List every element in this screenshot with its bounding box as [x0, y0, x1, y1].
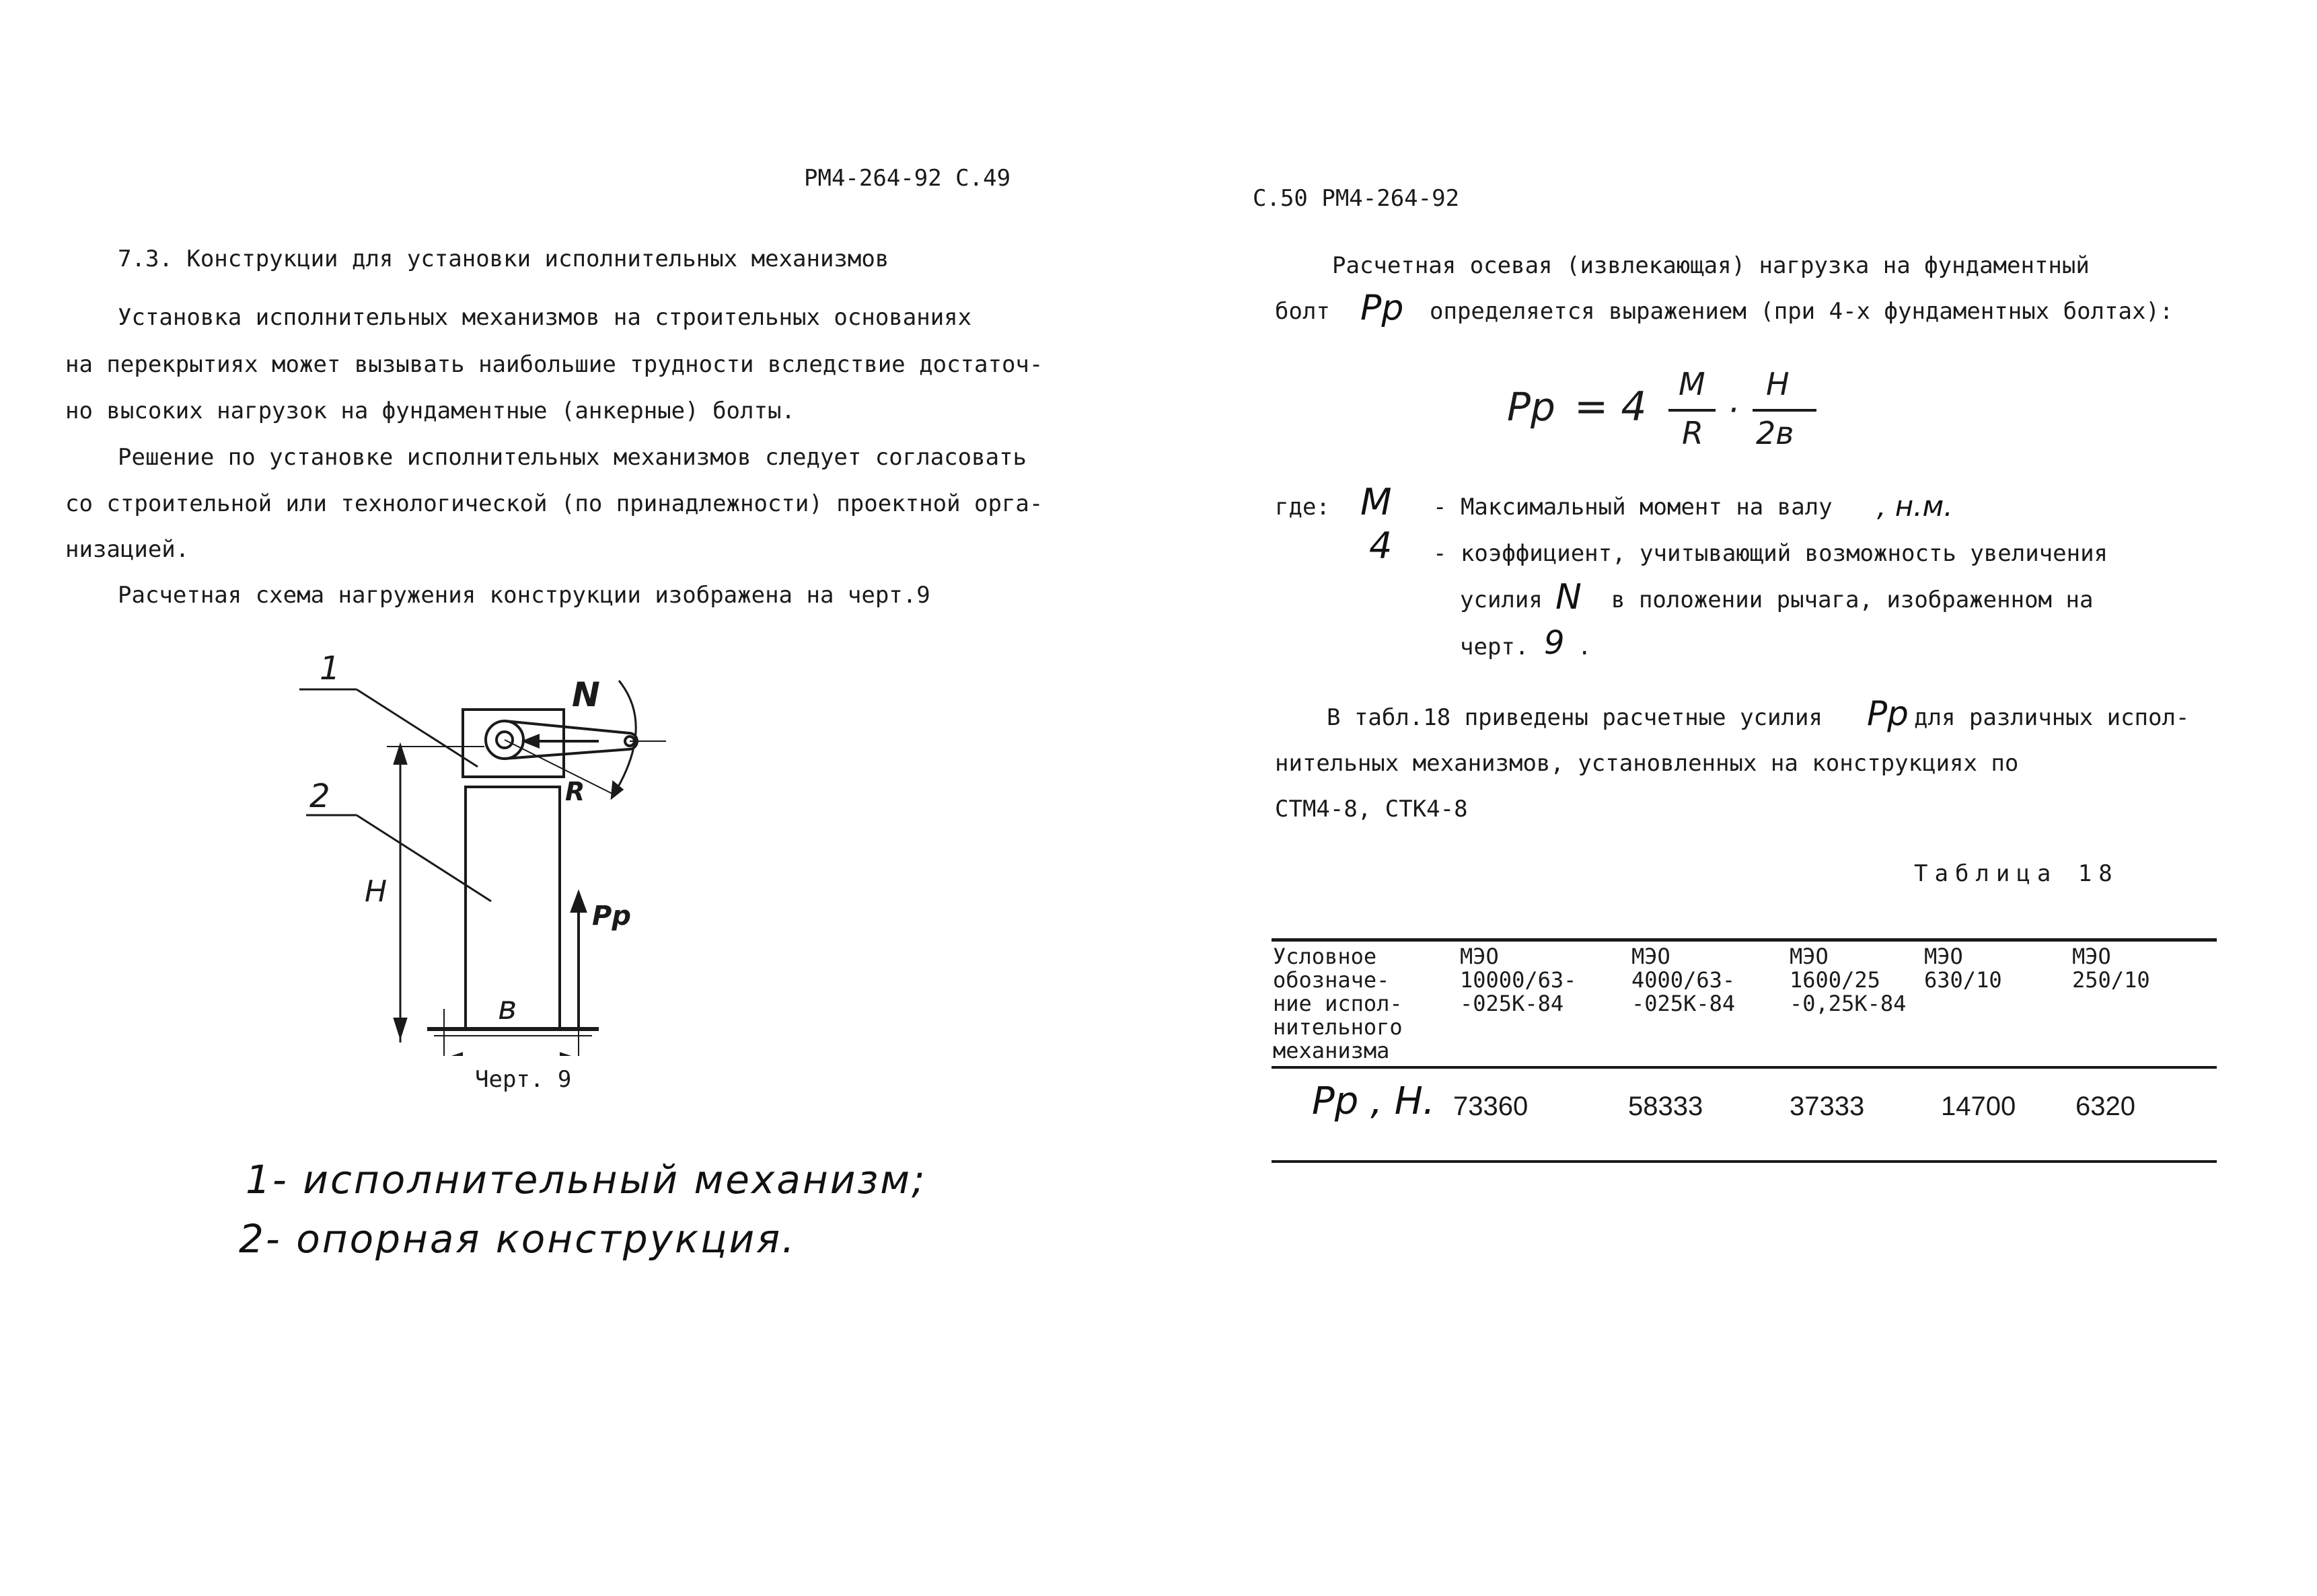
paragraph-2-line-2: со строительной или технологической (по принадлежности) проектной орга- — [65, 490, 1043, 517]
legend-item-1: 1- исполнительный механизм; — [246, 1157, 927, 1203]
paragraph-1-line-3: но высоких нагрузок на фундаментные (анкерные) болты. — [65, 397, 795, 424]
paragraph-2-line-3: низацией. — [65, 536, 190, 563]
table-intro-pp-symbol: Pр — [1867, 694, 1909, 733]
formula-eq: = 4 — [1574, 383, 1647, 430]
section-heading: 7.3. Конструкции для установки исполнительных механизмов — [118, 245, 889, 272]
formula-num-1: M — [1679, 366, 1705, 402]
table-value-3: 37333 — [1790, 1092, 1865, 1121]
table-header-label: Условное обозначе- ние испол- нительного механизма — [1273, 944, 1403, 1063]
table-value-4: 14700 — [1941, 1092, 2016, 1121]
table-column-5: МЭО 250/10 — [2072, 944, 2150, 993]
paragraph-2-line-1: Решение по установке исполнительных механизмов следует согласовать — [118, 444, 1027, 471]
table-column-2: МЭО 4000/63- -025К-84 — [1631, 944, 1736, 1016]
legend-item-2: 2- опорная конструкция. — [239, 1216, 797, 1262]
table-top-rule — [1272, 938, 2217, 942]
page-header-right: С.50 РМ4-264-92 — [1253, 185, 1460, 212]
table-value-1: 73360 — [1453, 1092, 1529, 1121]
m-symbol: M — [1360, 481, 1392, 523]
m-definition: - Максимальный момент на валу — [1433, 494, 1833, 521]
four-symbol: 4 — [1369, 525, 1393, 567]
formula-den-1: R — [1682, 415, 1703, 451]
table-column-3: МЭО 1600/25 -0,25К-84 — [1790, 944, 1907, 1016]
figure-caption: Черт. 9 — [475, 1066, 572, 1093]
table-intro-line-1-suffix: для различных испол- — [1914, 704, 2190, 731]
table-intro-line-2: нительных механизмов, установленных на конструкциях по — [1275, 750, 2019, 777]
intro-line-2-suffix: определяется выражением (при 4-х фундаментных болтах): — [1430, 298, 2174, 325]
m-unit: , н.м. — [1877, 490, 1953, 523]
table-column-4: МЭО 630/10 — [1924, 944, 2002, 993]
force-n-label: N — [572, 675, 600, 714]
paragraph-1-line-2: на перекрытиях может вызывать наибольшие трудности вследствие достаточ- — [65, 351, 1043, 378]
intro-line-1: Расчетная осевая (извлекающая) нагрузка на фундаментный — [1332, 252, 2090, 279]
table-bottom-rule — [1272, 1160, 2217, 1163]
where-label: где: — [1275, 494, 1330, 521]
data-table — [1272, 938, 2217, 1167]
formula-num-2: H — [1766, 366, 1790, 402]
table-intro-line-3: СТМ4-8, СТК4-8 — [1275, 796, 1468, 823]
formula-dot: · — [1728, 391, 1738, 430]
nine-symbol: 9 — [1544, 624, 1565, 662]
paragraph-1-line-1: Установка исполнительных механизмов на строительных основаниях — [118, 304, 972, 331]
four-definition-line-2-suffix: в положении рычага, изображенном на — [1611, 586, 2094, 613]
callout-2-label: 2 — [309, 777, 330, 815]
force-pp-label: Pр — [592, 901, 631, 932]
width-b-label: в — [498, 989, 517, 1027]
table-column-1: МЭО 10000/63- -025К-84 — [1460, 944, 1577, 1016]
height-h-label: H — [365, 874, 388, 909]
table-value-2: 58333 — [1628, 1092, 1703, 1121]
table-header-rule — [1272, 1066, 2217, 1069]
four-definition-line-1: - коэффициент, учитывающий возможность увеличения — [1433, 540, 2108, 567]
load-scheme-diagram — [289, 639, 679, 1056]
table-title: Таблица 18 — [1914, 860, 2119, 887]
table-value-5: 6320 — [2075, 1092, 2135, 1121]
paragraph-3: Расчетная схема нагружения конструкции изображена на черт.9 — [118, 582, 930, 609]
four-definition-line-3-suffix: . — [1578, 634, 1592, 660]
callout-1-label: 1 — [320, 650, 340, 687]
table-intro-line-1-prefix: В табл.18 приведены расчетные усилия — [1327, 704, 1823, 731]
formula-lhs: Pр — [1507, 384, 1555, 430]
n-symbol: N — [1555, 577, 1582, 617]
four-definition-line-3-prefix: черт. — [1460, 634, 1529, 660]
formula-den-2: 2в — [1756, 415, 1794, 451]
intro-pp-symbol: Pр — [1360, 288, 1404, 328]
table-row-label: Pр , Н. — [1312, 1079, 1435, 1123]
four-definition-line-2-prefix: усилия — [1460, 586, 1543, 613]
page-header-left: РМ4-264-92 С.49 — [804, 165, 1011, 192]
intro-line-2-prefix: болт — [1275, 298, 1330, 325]
radius-r-label: R — [565, 777, 585, 806]
left-page — [0, 0, 1158, 1596]
formula — [1507, 360, 1830, 454]
